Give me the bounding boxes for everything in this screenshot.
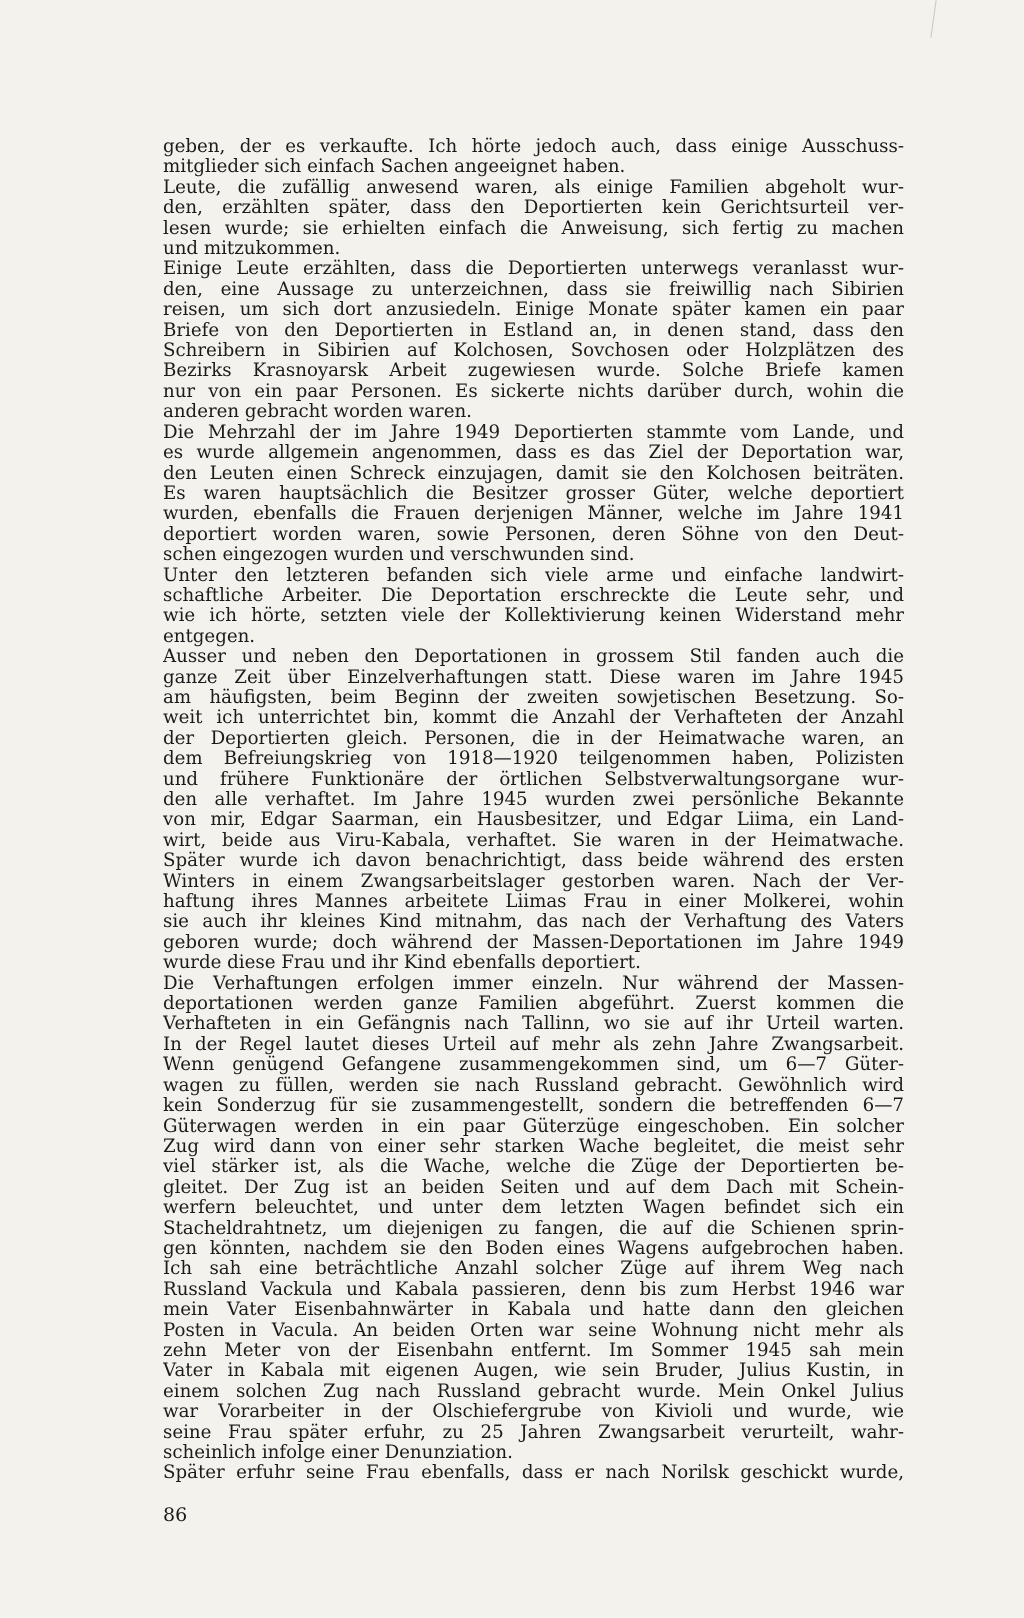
text-line: am häufigsten, beim Beginn der zweiten sowjetischen Besetzung. So-: [163, 687, 904, 708]
text-line: geboren wurde; doch während der Massen-Deportationen im Jahre 1949: [163, 932, 904, 953]
text-line: weit ich unterrichtet bin, kommt die Anzahl der Verhafteten der Anzahl: [163, 708, 904, 729]
paragraph: [163, 178, 904, 260]
text-line: den Leuten einen Schreck einzujagen, damit sie den Kolchosen beiträten.: [163, 463, 904, 484]
text-line: Schreibern in Sibirien auf Kolchosen, Sovchosen oder Holzplätzen des: [163, 341, 904, 362]
text-line: Zug wird dann von einer sehr starken Wache begleitet, die meist sehr: [163, 1136, 904, 1157]
paragraph: [163, 423, 904, 566]
text-line: kein Sonderzug für sie zusammengestellt, sondern die betreffenden 6—7: [163, 1096, 904, 1117]
page-number: 86: [163, 1504, 188, 1526]
text-line: wurden, ebenfalls die Frauen derjenigen Männer, welche im Jahre 1941: [163, 504, 904, 525]
text-line: deportiert worden waren, sowie Personen, deren Söhne von den Deut-: [163, 524, 904, 545]
text-line: Verhafteten in ein Gefängnis nach Tallinn, wo sie auf ihr Urteil warten.: [163, 1014, 904, 1035]
text-line: Die Mehrzahl der im Jahre 1949 Deportierten stammte vom Lande, und: [163, 422, 904, 443]
text-line: anderen gebracht worden waren.: [163, 402, 472, 423]
text-line: deportationen werden ganze Familien abgeführt. Zuerst kommen die: [163, 994, 904, 1015]
text-line: In der Regel lautet dieses Urteil auf mehr als zehn Jahre Zwangsarbeit.: [163, 1034, 904, 1055]
text-line: zehn Meter von der Eisenbahn entfernt. Im Sommer 1945 sah mein: [163, 1340, 904, 1361]
text-line: gen könnten, nachdem sie den Boden eines Wagens aufgebrochen haben.: [163, 1238, 904, 1259]
text-line: wagen zu füllen, werden sie nach Russland gebracht. Gewöhnlich wird: [163, 1075, 904, 1096]
text-line: Unter den letzteren befanden sich viele arme und einfache landwirt-: [163, 565, 904, 586]
paragraph: [163, 974, 904, 1464]
text-line: einem solchen Zug nach Russland gebracht wurde. Mein Onkel Julius: [163, 1381, 904, 1402]
text-line: Es waren hauptsächlich die Besitzer grosser Güter, welche deportiert: [163, 483, 904, 504]
paragraph: [163, 137, 904, 178]
text-line: Einige Leute erzählten, dass die Deportierten unterwegs veranlasst wur-: [163, 259, 904, 280]
page-edge-mark: [930, 0, 936, 38]
text-line: werfern beleuchtet, und unter dem letzten Wagen befindet sich ein: [163, 1198, 904, 1219]
text-line: war Vorarbeiter in der Ölschiefergrube von Kivioli und wurde, wie: [163, 1402, 904, 1423]
text-line: schaftliche Arbeiter. Die Deportation erschreckte die Leute sehr, und: [163, 585, 904, 606]
text-line: nur von ein paar Personen. Es sickerte nichts darüber durch, wohin die: [163, 381, 904, 402]
text-line: Später erfuhr seine Frau ebenfalls, dass er nach Norilsk geschickt wurde,: [163, 1463, 904, 1484]
text-line: Die Verhaftungen erfolgen immer einzeln. Nur während der Massen-: [163, 973, 904, 994]
text-line: schen eingezogen wurden und verschwunden sind.: [163, 545, 635, 566]
paragraph: [163, 647, 904, 974]
text-line: seine Frau später erfuhr, zu 25 Jahren Zwangsarbeit verurteilt, wahr-: [163, 1422, 904, 1443]
text-line: mitglieder sich einfach Sachen angeeignet haben.: [163, 157, 626, 178]
text-line: dem Befreiungskrieg von 1918—1920 teilgenommen haben, Polizisten: [163, 749, 904, 770]
text-line: den, erzählten später, dass den Deportierten kein Gerichtsurteil ver-: [163, 198, 904, 219]
text-line: und mitzukommen.: [163, 239, 341, 260]
text-line: und frühere Funktionäre der örtlichen Selbstverwaltungsorgane wur-: [163, 769, 904, 790]
body-text: [163, 137, 904, 1484]
text-line: Stacheldrahtnetz, um diejenigen zu fangen, die auf die Schienen sprin-: [163, 1218, 904, 1239]
text-line: reisen, um sich dort anzusiedeln. Einige Monate später kamen ein paar: [163, 300, 904, 321]
text-line: es wurde allgemein angenommen, dass es das Ziel der Deportation war,: [163, 443, 904, 464]
text-line: wie ich hörte, setzten viele der Kollektivierung keinen Widerstand mehr: [163, 606, 904, 627]
text-line: Winters in einem Zwangsarbeitslager gestorben waren. Nach der Ver-: [163, 871, 904, 892]
text-line: Briefe von den Deportierten in Estland an, in denen stand, dass den: [163, 320, 904, 341]
text-line: Ich sah eine beträchtliche Anzahl solcher Züge auf ihrem Weg nach: [163, 1259, 904, 1280]
text-line: Wenn genügend Gefangene zusammengekommen sind, um 6—7 Güter-: [163, 1055, 904, 1076]
paragraph: [163, 259, 904, 422]
text-line: Ausser und neben den Deportationen in grossem Stil fanden auch die: [163, 647, 904, 668]
text-line: den alle verhaftet. Im Jahre 1945 wurden zwei persönliche Bekannte: [163, 790, 904, 810]
text-line: den, eine Aussage zu unterzeichnen, dass sie freiwillig nach Sibirien: [163, 279, 904, 300]
text-line: viel stärker ist, als die Wache, welche die Züge der Deportierten be-: [163, 1157, 904, 1178]
text-line: entgegen.: [163, 626, 256, 647]
text-line: wirt, beide aus Viru-Kabala, verhaftet. Sie waren in der Heimatwache.: [163, 830, 904, 851]
paragraph: [163, 566, 904, 648]
text-line: sie auch ihr kleines Kind mitnahm, das nach der Verhaftung des Vaters: [163, 912, 904, 933]
text-line: Leute, die zufällig anwesend waren, als einige Familien abgeholt wur-: [163, 177, 904, 198]
text-line: Russland Vackula und Kabala passieren, denn bis zum Herbst 1946 war: [163, 1279, 904, 1300]
text-line: Güterwagen werden in ein paar Güterzüge eingeschoben. Ein solcher: [163, 1116, 904, 1137]
text-line: haftung ihres Mannes arbeitete Liimas Frau in einer Molkerei, wohin: [163, 892, 904, 913]
text-line: lesen wurde; sie erhielten einfach die Anweisung, sich fertig zu machen: [163, 218, 904, 239]
text-line: scheinlich infolge einer Denunziation.: [163, 1443, 513, 1463]
text-line: der Deportierten gleich. Personen, die in der Heimatwache waren, an: [163, 728, 904, 749]
text-line: gleitet. Der Zug ist an beiden Seiten und auf dem Dach mit Schein-: [163, 1177, 904, 1198]
text-line: wurde diese Frau und ihr Kind ebenfalls deportiert.: [163, 953, 641, 974]
text-line: ganze Zeit über Einzelverhaftungen statt. Diese waren im Jahre 1945: [163, 667, 904, 688]
paragraph: [163, 1463, 904, 1483]
text-line: Bezirks Krasnoyarsk Arbeit zugewiesen wurde. Solche Briefe kamen: [163, 361, 904, 382]
text-line: Später wurde ich davon benachrichtigt, dass beide während des ersten: [163, 851, 904, 872]
text-line: mein Vater Eisenbahnwärter in Kabala und hatte dann den gleichen: [163, 1300, 904, 1321]
text-line: geben, der es verkaufte. Ich hörte jedoch auch, dass einige Ausschuss-: [163, 137, 904, 157]
text-line: Posten in Vacula. An beiden Orten war seine Wohnung nicht mehr als: [163, 1320, 904, 1341]
text-line: Vater in Kabala mit eigenen Augen, wie sein Bruder, Julius Kustin, in: [163, 1361, 904, 1382]
text-line: von mir, Edgar Saarman, ein Hausbesitzer, und Edgar Liima, ein Land-: [163, 810, 904, 831]
